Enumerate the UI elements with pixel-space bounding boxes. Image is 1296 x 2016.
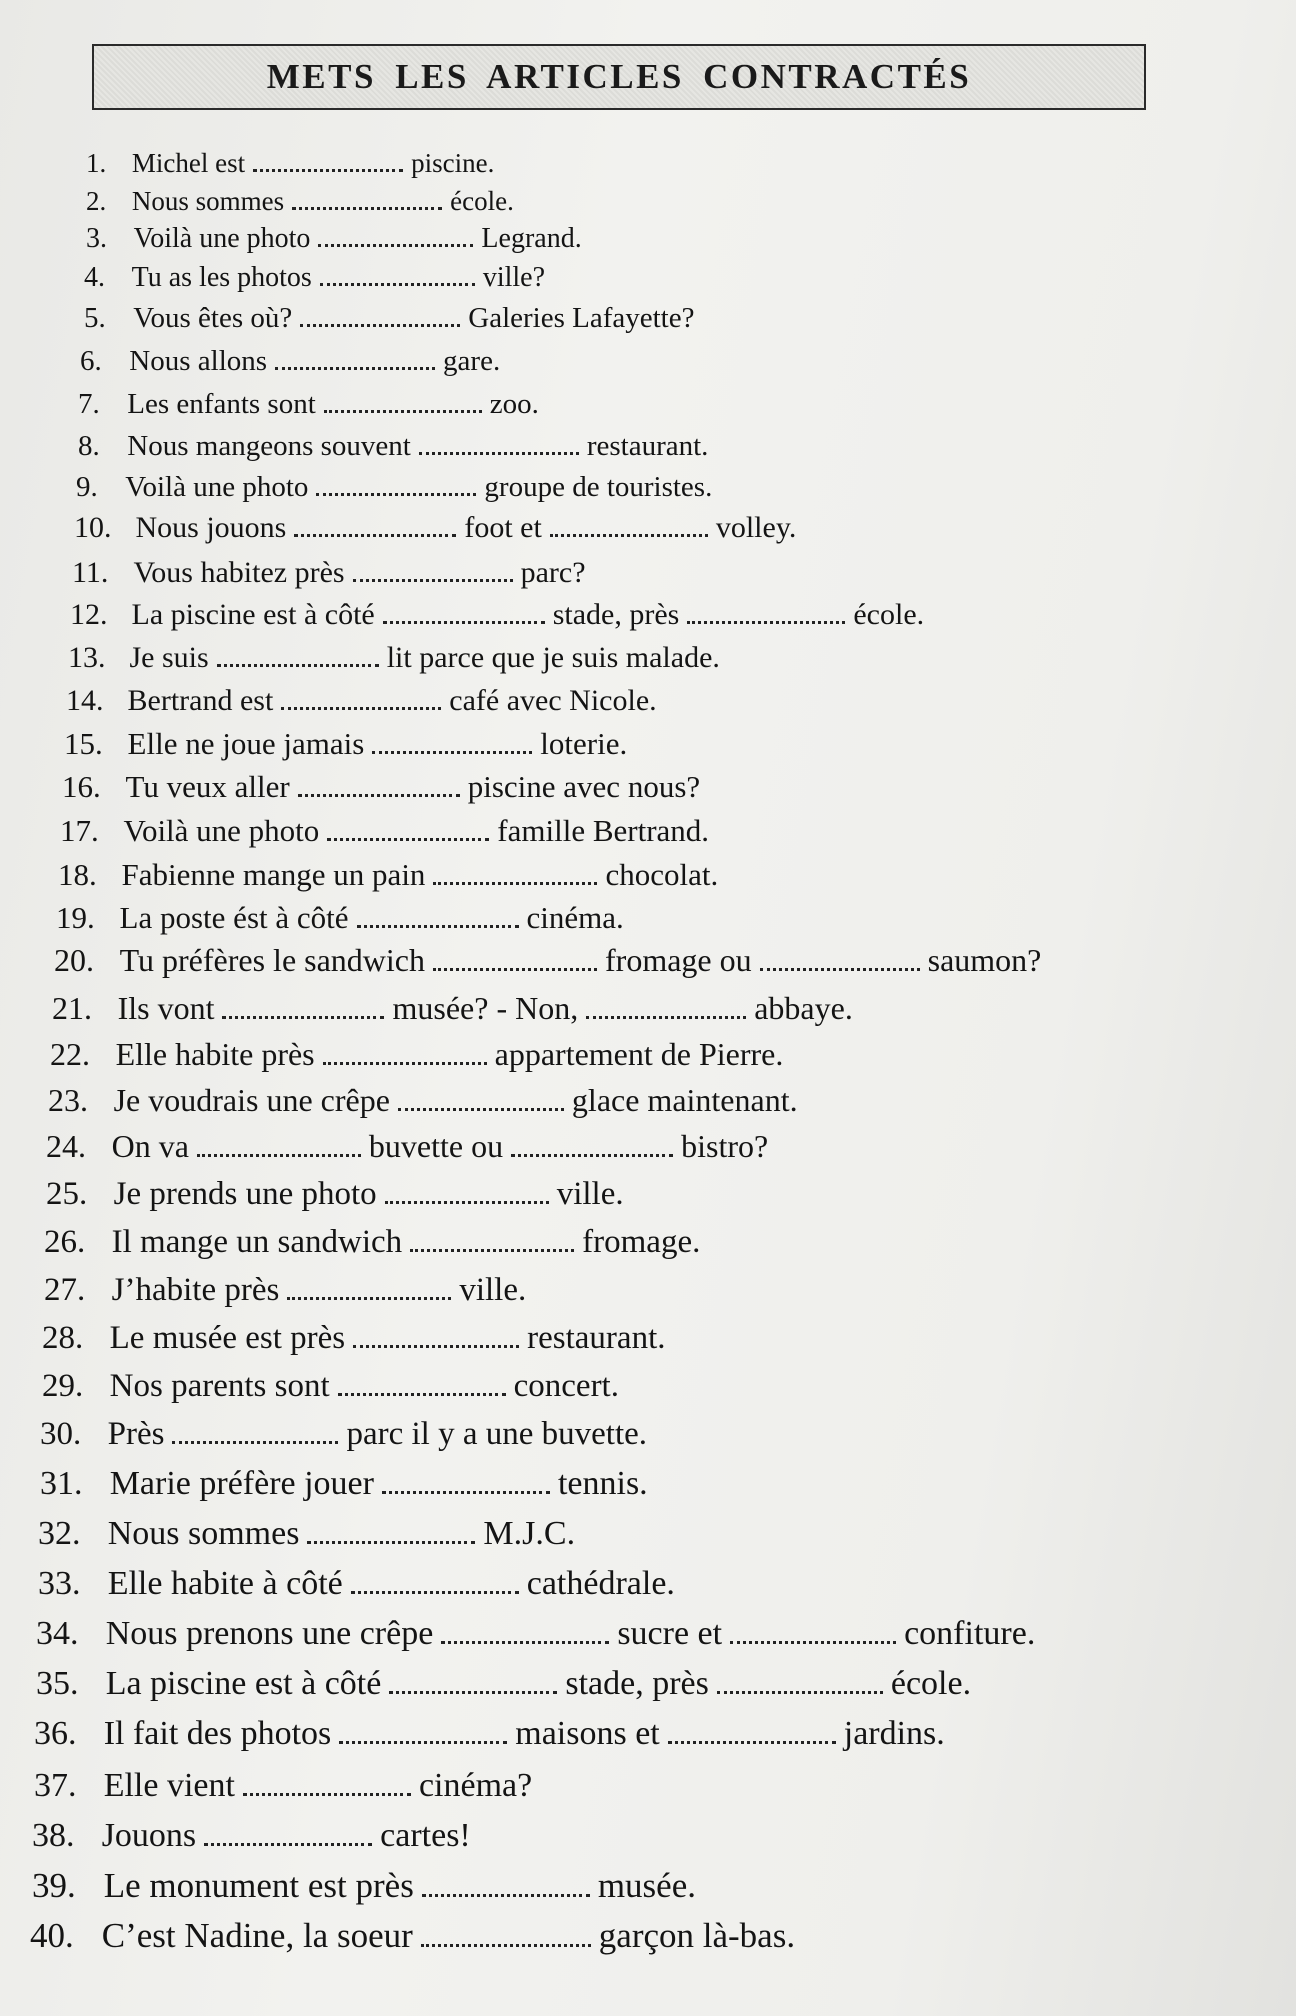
exercise-text: Elle habite près bbox=[115, 1036, 315, 1072]
exercise-number: 29. bbox=[42, 1368, 84, 1404]
answer-blank[interactable] bbox=[307, 1537, 475, 1544]
exercise-number: 13. bbox=[68, 641, 106, 674]
exercise-text: Tu veux aller bbox=[125, 769, 290, 804]
exercise-item bbox=[42, 1368, 619, 1404]
exercise-text: Il mange un sandwich bbox=[111, 1224, 403, 1260]
exercise-text: Nos parents sont bbox=[109, 1368, 330, 1404]
exercise-item bbox=[62, 769, 700, 805]
exercise-text: restaurant. bbox=[527, 1320, 666, 1356]
exercise-number: 4. bbox=[84, 262, 105, 293]
answer-blank[interactable] bbox=[372, 747, 532, 754]
exercise-text: Vous êtes où? bbox=[133, 302, 293, 334]
exercise-item bbox=[76, 469, 712, 505]
exercise-number: 35. bbox=[36, 1665, 79, 1702]
exercise-text: Nous allons bbox=[129, 345, 268, 377]
exercise-text: lit parce que je suis malade. bbox=[386, 641, 720, 674]
exercise-text: école. bbox=[853, 598, 925, 631]
answer-blank[interactable] bbox=[760, 964, 920, 971]
exercise-number: 14. bbox=[66, 684, 104, 717]
exercise-number: 22. bbox=[50, 1036, 90, 1072]
answer-blank[interactable] bbox=[298, 790, 460, 797]
exercise-text: abbaye. bbox=[754, 990, 853, 1026]
exercise-number: 5. bbox=[84, 302, 106, 334]
exercise-item bbox=[86, 221, 582, 257]
exercise-text: ville. bbox=[556, 1176, 624, 1212]
answer-blank[interactable] bbox=[300, 320, 460, 327]
answer-blank[interactable] bbox=[318, 240, 473, 247]
exercise-item bbox=[78, 428, 708, 464]
exercise-text: gare. bbox=[443, 345, 501, 377]
exercise-item bbox=[56, 900, 624, 936]
exercise-text: fromage. bbox=[582, 1224, 701, 1260]
exercise-number: 15. bbox=[64, 726, 103, 761]
answer-blank[interactable] bbox=[222, 1012, 384, 1019]
exercise-text: Nous sommes bbox=[131, 186, 285, 216]
exercise-text: Michel est bbox=[131, 148, 246, 178]
exercise-text: La poste ést à côté bbox=[119, 900, 349, 935]
exercise-text: cathédrale. bbox=[526, 1565, 675, 1602]
exercise-item bbox=[30, 1918, 795, 1954]
exercise-item bbox=[66, 683, 657, 719]
exercise-item bbox=[34, 1716, 945, 1752]
exercise-text: Nous mangeons souvent bbox=[127, 430, 411, 462]
exercise-number: 1. bbox=[86, 148, 107, 178]
exercise-text: fromage ou bbox=[605, 942, 752, 978]
exercise-item bbox=[36, 1616, 1035, 1652]
answer-blank[interactable] bbox=[323, 1058, 487, 1065]
exercise-text: Tu as les photos bbox=[131, 262, 312, 293]
answer-blank[interactable] bbox=[422, 1890, 590, 1897]
answer-blank[interactable] bbox=[433, 878, 597, 885]
exercise-number: 34. bbox=[36, 1615, 79, 1652]
exercise-text: glace maintenant. bbox=[571, 1082, 798, 1118]
exercise-text: Le musée est près bbox=[109, 1320, 346, 1356]
exercise-text: Vous habitez près bbox=[133, 556, 345, 589]
exercise-number: 2. bbox=[86, 186, 107, 216]
exercise-number: 19. bbox=[56, 900, 95, 935]
exercise-text: Elle ne joue jamais bbox=[127, 726, 365, 761]
worksheet-title: METS LES ARTICLES CONTRACTÉS bbox=[266, 57, 972, 96]
answer-blank[interactable] bbox=[217, 660, 379, 667]
exercise-number: 25. bbox=[46, 1176, 88, 1212]
answer-blank[interactable] bbox=[351, 1587, 519, 1594]
exercise-number: 9. bbox=[76, 471, 98, 503]
answer-blank[interactable] bbox=[353, 575, 513, 582]
exercise-text: parc? bbox=[520, 556, 586, 589]
exercise-text: cinéma. bbox=[526, 900, 624, 935]
exercise-text: On va bbox=[111, 1128, 189, 1164]
exercise-text: Nous jouons bbox=[135, 511, 287, 544]
exercise-item bbox=[48, 1082, 798, 1118]
exercise-text: M.J.C. bbox=[483, 1515, 576, 1552]
exercise-item bbox=[32, 1868, 696, 1904]
exercise-text: saumon? bbox=[927, 942, 1042, 978]
exercise-number: 21. bbox=[52, 990, 92, 1026]
exercise-text: musée. bbox=[597, 1866, 696, 1905]
exercise-text: restaurant. bbox=[586, 430, 709, 462]
answer-blank[interactable] bbox=[441, 1637, 609, 1644]
exercise-text: concert. bbox=[513, 1368, 619, 1404]
exercise-item bbox=[84, 300, 694, 336]
exercise-item bbox=[38, 1516, 575, 1552]
answer-blank[interactable] bbox=[197, 1150, 361, 1157]
answer-blank[interactable] bbox=[172, 1437, 338, 1444]
answer-blank[interactable] bbox=[357, 921, 519, 928]
answer-blank[interactable] bbox=[419, 448, 579, 455]
exercise-text: confiture. bbox=[904, 1615, 1036, 1652]
exercise-text: Nous prenons une crêpe bbox=[105, 1615, 434, 1652]
exercise-number: 39. bbox=[32, 1866, 76, 1905]
answer-blank[interactable] bbox=[668, 1737, 836, 1744]
exercise-text: jardins. bbox=[843, 1715, 945, 1752]
exercise-number: 11. bbox=[72, 556, 109, 589]
answer-blank[interactable] bbox=[398, 1104, 564, 1111]
exercise-text: Tu préfères le sandwich bbox=[119, 942, 425, 978]
exercise-number: 26. bbox=[44, 1224, 86, 1260]
exercise-text: Il fait des photos bbox=[103, 1715, 332, 1752]
exercise-number: 18. bbox=[58, 857, 97, 892]
exercise-number: 36. bbox=[34, 1715, 77, 1752]
answer-blank[interactable] bbox=[353, 1341, 519, 1348]
exercise-text: Voilà une photo bbox=[123, 813, 320, 848]
exercise-item bbox=[72, 555, 586, 591]
answer-blank[interactable] bbox=[511, 1150, 673, 1157]
exercise-text: sucre et bbox=[617, 1615, 723, 1652]
exercise-text: Jouons bbox=[101, 1817, 197, 1854]
answer-blank[interactable] bbox=[327, 834, 489, 841]
exercise-text: stade, près bbox=[552, 598, 680, 631]
exercise-item bbox=[36, 1666, 971, 1702]
exercise-number: 10. bbox=[74, 511, 112, 544]
exercise-text: Fabienne mange un pain bbox=[121, 857, 426, 892]
exercise-text: Galeries Lafayette? bbox=[468, 302, 695, 334]
answer-blank[interactable] bbox=[287, 1293, 451, 1300]
exercise-text: café avec Nicole. bbox=[449, 684, 657, 717]
exercise-text: bistro? bbox=[681, 1128, 769, 1164]
exercise-item bbox=[70, 597, 924, 633]
exercise-number: 3. bbox=[86, 223, 107, 254]
answer-blank[interactable] bbox=[730, 1637, 896, 1644]
exercise-item bbox=[78, 386, 539, 422]
exercise-text: cinéma? bbox=[418, 1767, 533, 1804]
exercise-text: groupe de touristes. bbox=[484, 471, 713, 503]
answer-blank[interactable] bbox=[338, 1389, 506, 1396]
answer-blank[interactable] bbox=[410, 1245, 574, 1252]
answer-blank[interactable] bbox=[433, 964, 597, 971]
exercise-text: buvette ou bbox=[368, 1128, 504, 1164]
answer-blank[interactable] bbox=[292, 203, 442, 210]
exercise-text: appartement de Pierre. bbox=[494, 1036, 784, 1072]
exercise-item bbox=[32, 1818, 471, 1854]
answer-blank[interactable] bbox=[586, 1012, 746, 1019]
answer-blank[interactable] bbox=[421, 1940, 591, 1947]
exercise-text: Elle vient bbox=[103, 1767, 235, 1804]
exercise-item bbox=[34, 1768, 532, 1804]
answer-blank[interactable] bbox=[550, 530, 708, 537]
exercise-number: 27. bbox=[44, 1272, 86, 1308]
exercise-text: Bertrand est bbox=[127, 684, 274, 717]
exercise-text: Près bbox=[107, 1416, 165, 1452]
exercise-item bbox=[74, 510, 796, 546]
exercise-text: Le monument est près bbox=[103, 1866, 414, 1905]
exercise-item bbox=[50, 1036, 783, 1072]
exercise-number: 16. bbox=[62, 769, 101, 804]
exercise-number: 8. bbox=[78, 430, 100, 462]
exercise-text: La piscine est à côté bbox=[105, 1665, 382, 1702]
exercise-text: maisons et bbox=[515, 1715, 660, 1752]
exercise-text: cartes! bbox=[380, 1817, 471, 1854]
exercise-text: école. bbox=[450, 186, 514, 216]
exercise-text: tennis. bbox=[557, 1465, 648, 1502]
exercise-text: Je suis bbox=[129, 641, 209, 674]
exercise-text: piscine avec nous? bbox=[467, 769, 701, 804]
exercise-text: J’habite près bbox=[111, 1272, 280, 1308]
exercise-number: 17. bbox=[60, 813, 99, 848]
exercise-text: Legrand. bbox=[481, 223, 582, 254]
exercise-item bbox=[64, 726, 627, 762]
exercise-text: parc il y a une buvette. bbox=[346, 1416, 648, 1452]
exercise-number: 7. bbox=[78, 388, 100, 420]
answer-blank[interactable] bbox=[687, 617, 845, 624]
exercise-text: chocolat. bbox=[605, 857, 719, 892]
exercise-number: 30. bbox=[40, 1416, 82, 1452]
answer-blank[interactable] bbox=[320, 279, 475, 286]
exercise-item bbox=[40, 1466, 648, 1502]
exercise-number: 37. bbox=[34, 1767, 77, 1804]
exercise-text: ville. bbox=[459, 1272, 527, 1308]
exercise-item bbox=[84, 260, 545, 296]
answer-blank[interactable] bbox=[717, 1687, 883, 1694]
exercise-item bbox=[44, 1224, 700, 1260]
exercise-text: Ils vont bbox=[117, 990, 215, 1026]
answer-blank[interactable] bbox=[316, 489, 476, 496]
exercise-text: La piscine est à côté bbox=[131, 598, 375, 631]
exercise-text: ville? bbox=[482, 262, 546, 293]
exercise-text: piscine. bbox=[411, 148, 495, 178]
exercise-number: 12. bbox=[70, 598, 108, 631]
exercise-item bbox=[86, 145, 494, 181]
exercise-item bbox=[68, 640, 720, 676]
exercise-text: Elle habite à côté bbox=[107, 1565, 343, 1602]
answer-blank[interactable] bbox=[204, 1839, 372, 1846]
exercise-text: Je prends une photo bbox=[113, 1176, 377, 1212]
answer-blank[interactable] bbox=[382, 1487, 550, 1494]
exercise-item bbox=[54, 942, 1041, 978]
answer-blank[interactable] bbox=[389, 1687, 557, 1694]
exercise-text: foot et bbox=[464, 511, 542, 544]
exercise-text: famille Bertrand. bbox=[497, 813, 710, 848]
exercise-item bbox=[60, 813, 709, 849]
exercise-number: 31. bbox=[40, 1465, 83, 1502]
exercise-item bbox=[46, 1128, 768, 1164]
exercise-number: 23. bbox=[48, 1082, 88, 1118]
exercise-item bbox=[52, 990, 853, 1026]
exercise-text: Je voudrais une crêpe bbox=[113, 1082, 390, 1118]
exercise-text: Voilà une photo bbox=[133, 223, 311, 254]
answer-blank[interactable] bbox=[294, 530, 456, 537]
exercise-number: 38. bbox=[32, 1817, 75, 1854]
exercise-item bbox=[40, 1416, 647, 1452]
exercise-item bbox=[80, 343, 500, 379]
exercise-text: école. bbox=[890, 1665, 972, 1702]
exercise-text: stade, près bbox=[565, 1665, 709, 1702]
exercise-item bbox=[46, 1176, 624, 1212]
exercise-number: 32. bbox=[38, 1515, 81, 1552]
exercise-number: 28. bbox=[42, 1320, 84, 1356]
answer-blank[interactable] bbox=[383, 617, 545, 624]
exercise-item bbox=[86, 183, 514, 219]
exercise-text: musée? - Non, bbox=[392, 990, 579, 1026]
exercise-text: volley. bbox=[715, 511, 797, 544]
exercise-item bbox=[42, 1320, 666, 1356]
exercise-number: 24. bbox=[46, 1128, 86, 1164]
answer-blank[interactable] bbox=[385, 1197, 549, 1204]
exercise-text: Nous sommes bbox=[107, 1515, 300, 1552]
exercise-item bbox=[44, 1272, 526, 1308]
title-box bbox=[92, 44, 1146, 110]
exercise-text: loterie. bbox=[540, 726, 628, 761]
answer-blank[interactable] bbox=[275, 363, 435, 370]
exercise-number: 33. bbox=[38, 1565, 81, 1602]
exercise-text: Voilà une photo bbox=[125, 471, 309, 503]
answer-blank[interactable] bbox=[324, 406, 482, 413]
exercise-item bbox=[38, 1566, 675, 1602]
exercise-item bbox=[58, 857, 718, 893]
exercise-number: 6. bbox=[80, 345, 102, 377]
answer-blank[interactable] bbox=[281, 703, 441, 710]
answer-blank[interactable] bbox=[339, 1737, 507, 1744]
exercise-text: Les enfants sont bbox=[127, 388, 316, 420]
exercise-text: C’est Nadine, la soeur bbox=[101, 1916, 413, 1955]
exercise-text: Marie préfère jouer bbox=[109, 1465, 374, 1502]
exercise-text: zoo. bbox=[489, 388, 539, 420]
exercise-number: 20. bbox=[54, 942, 94, 978]
answer-blank[interactable] bbox=[253, 165, 403, 172]
answer-blank[interactable] bbox=[243, 1789, 411, 1796]
exercise-number: 40. bbox=[30, 1916, 74, 1955]
exercise-text: garçon là-bas. bbox=[598, 1916, 796, 1955]
